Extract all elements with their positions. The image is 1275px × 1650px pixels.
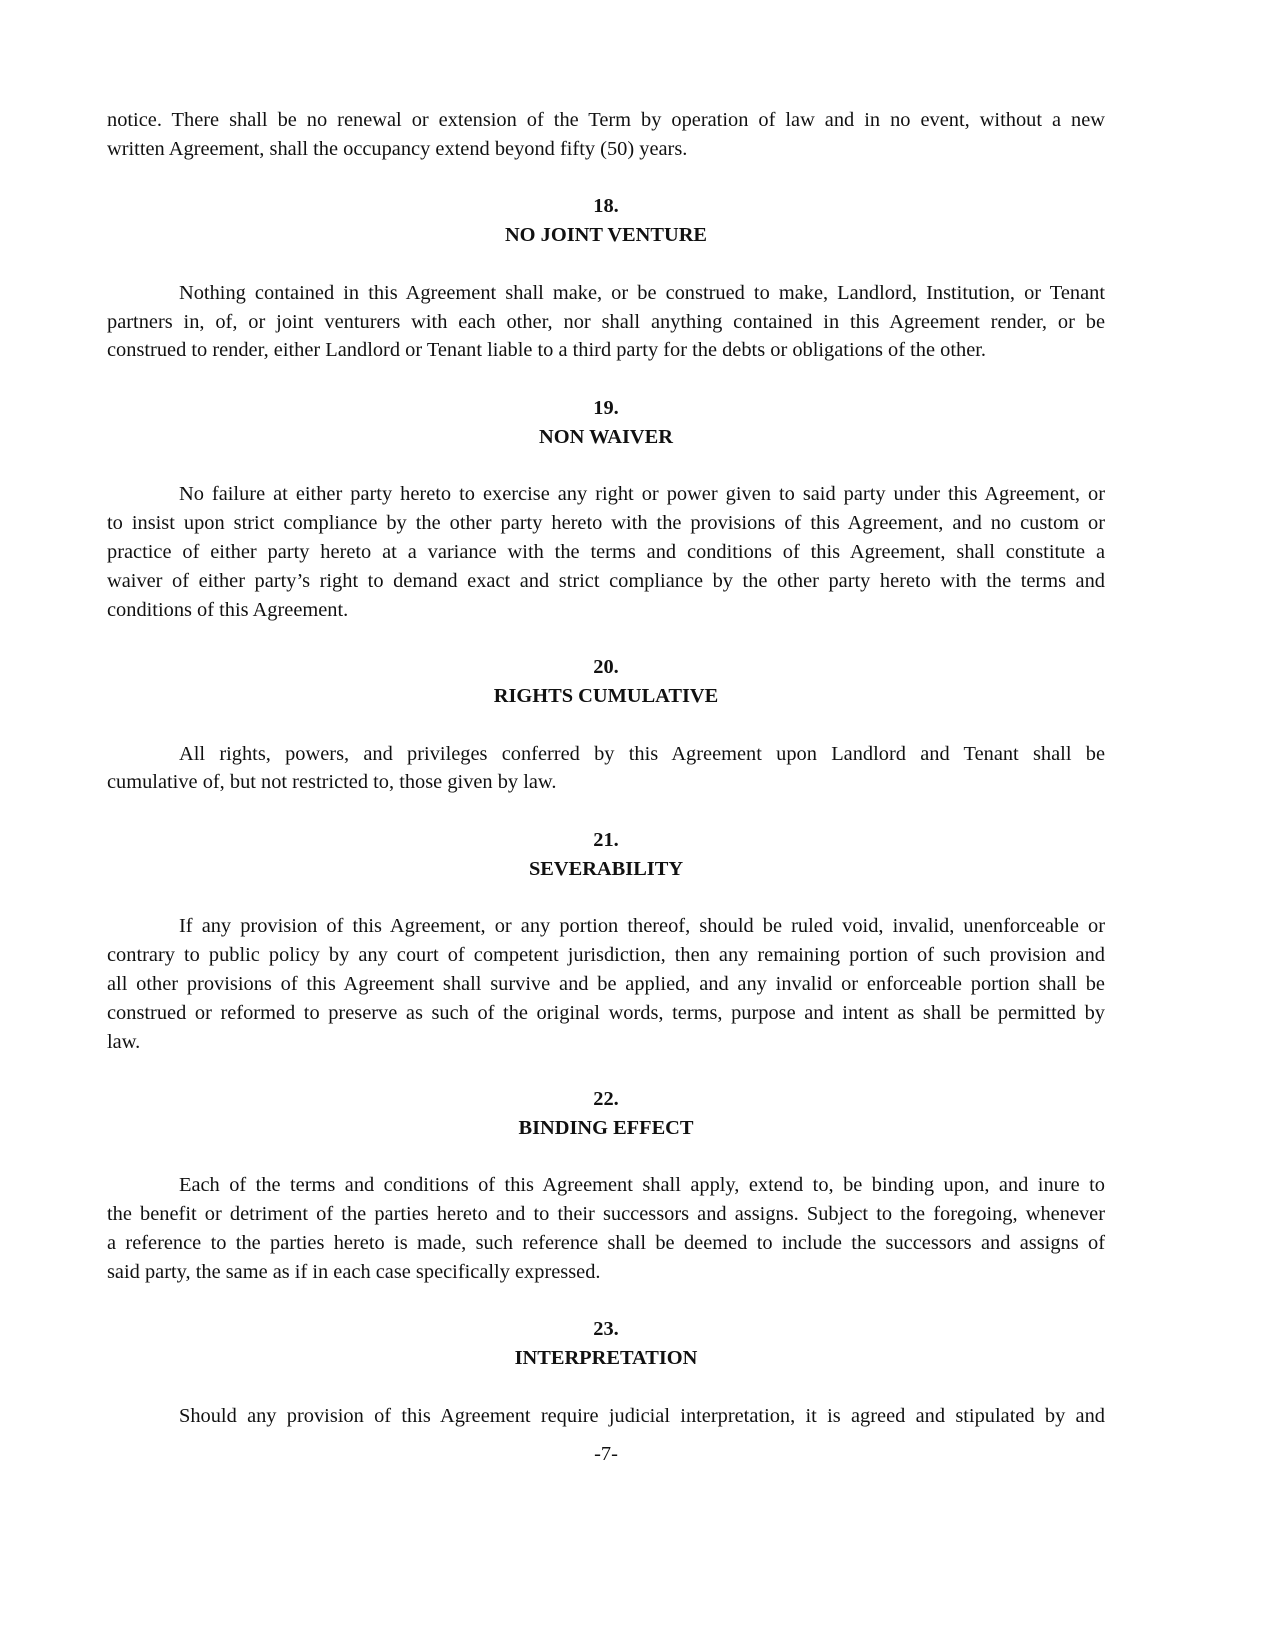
paragraph (107, 740, 1105, 798)
section-heading (107, 826, 1105, 884)
paragraph (107, 279, 1105, 365)
paragraph-line: a reference to the parties hereto is made, such reference shall be deemed to include the successors and assigns of (107, 1232, 1105, 1255)
paragraph-line: law. (107, 1030, 141, 1053)
section-title: NO JOINT VENTURE (504, 224, 708, 247)
section-heading (107, 1315, 1105, 1373)
paragraph-line: practice of either party hereto at a variance with the terms and conditions of this Agreement, shall constitute a (107, 540, 1105, 563)
paragraph-line: Each of the terms and conditions of this Agreement shall apply, extend to, be binding upon, and inure to (179, 1174, 1105, 1197)
section-number: 21. (593, 828, 619, 851)
paragraph-line: All rights, powers, and privileges conferred by this Agreement upon Landlord and Tenant shall be (179, 742, 1105, 765)
paragraph (107, 106, 1105, 164)
section-title: NON WAIVER (539, 425, 673, 448)
section-heading (107, 1085, 1105, 1143)
paragraph-line: waiver of either party’s right to demand exact and strict compliance by the other party hereto with the terms and (107, 569, 1105, 592)
section-title: INTERPRETATION (514, 1347, 698, 1370)
paragraph-line: construed or reformed to preserve as such of the original words, terms, purpose and intent as shall be permitted by (107, 1001, 1105, 1024)
paragraph-line: said party, the same as if in each case specifically expressed. (107, 1260, 601, 1283)
section-title: RIGHTS CUMULATIVE (493, 684, 719, 707)
paragraph (107, 1402, 1105, 1431)
section-number: 19. (593, 396, 619, 419)
paragraph-line: contrary to public policy by any court of competent jurisdiction, then any remaining portion of such provision and (107, 944, 1105, 967)
document-body (107, 106, 1105, 1459)
paragraph-line: cumulative of, but not restricted to, those given by law. (107, 771, 557, 794)
paragraph-line: the benefit or detriment of the parties hereto and to their successors and assigns. Subject to the foregoing, whenever (107, 1203, 1105, 1226)
paragraph (107, 1171, 1105, 1286)
paragraph-line: construed to render, either Landlord or Tenant liable to a third party for the debts or obligations of the other. (107, 339, 987, 362)
section-title: SEVERABILITY (528, 857, 684, 880)
paragraph-line: conditions of this Agreement. (107, 598, 349, 621)
paragraph (107, 480, 1105, 624)
paragraph (107, 912, 1105, 1056)
paragraph-line: to insist upon strict compliance by the other party hereto with the provisions of this Agreement, and no custom or (107, 512, 1105, 535)
paragraph-line: Nothing contained in this Agreement shall make, or be construed to make, Landlord, Institution, or Tenant (179, 281, 1105, 304)
section-heading (107, 653, 1105, 711)
page-number: -7- (594, 1443, 618, 1465)
section-title: BINDING EFFECT (518, 1116, 694, 1139)
section-number: 22. (593, 1088, 619, 1111)
section-number: 23. (593, 1318, 619, 1341)
paragraph-line: partners in, of, or joint venturers with each other, nor shall anything contained in this Agreement render, or be (107, 310, 1105, 333)
section-heading (107, 192, 1105, 250)
paragraph-line: written Agreement, shall the occupancy extend beyond fifty (50) years. (107, 137, 688, 160)
section-number: 18. (593, 195, 619, 218)
paragraph-line: notice. There shall be no renewal or extension of the Term by operation of law and in no event, without a new (107, 109, 1105, 131)
paragraph-line: all other provisions of this Agreement shall survive and be applied, and any invalid or enforceable portion shall be (107, 972, 1105, 995)
paragraph-line: Should any provision of this Agreement require judicial interpretation, it is agreed and stipulated by and (179, 1404, 1105, 1427)
paragraph-line: If any provision of this Agreement, or any portion thereof, should be ruled void, invalid, unenforceable or (179, 915, 1105, 938)
section-heading (107, 394, 1105, 452)
section-number: 20. (593, 656, 619, 679)
paragraph-line: No failure at either party hereto to exercise any right or power given to said party under this Agreement, or (179, 483, 1105, 506)
